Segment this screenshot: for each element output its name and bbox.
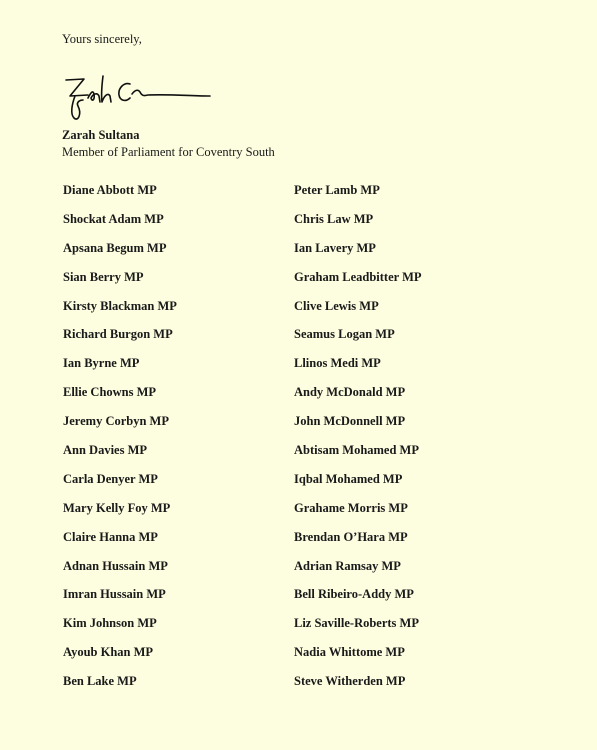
signatory-name: Adrian Ramsay MP	[294, 558, 401, 573]
signatory-name: Kirsty Blackman MP	[63, 298, 177, 313]
signatory-name: Brendan O’Hara MP	[294, 529, 408, 544]
signatories-right-column	[294, 182, 422, 702]
signatory-name: Kim Johnson MP	[63, 616, 157, 631]
closing-text: Yours sincerely,	[62, 32, 142, 46]
signatory-name: John McDonnell MP	[294, 414, 406, 429]
signatory-name: Ayoub Khan MP	[63, 645, 154, 660]
signatory-name: Bell Ribeiro-Addy MP	[294, 587, 414, 602]
signatory-name: Ann Davies MP	[63, 443, 148, 458]
signer-role: Member of Parliament for Coventry South	[62, 145, 275, 159]
signatory-name: Seamus Logan MP	[294, 327, 395, 342]
signatory-name: Apsana Begum MP	[63, 240, 167, 255]
signatory-name: Adnan Hussain MP	[63, 558, 168, 573]
signatories-left-column	[63, 182, 177, 702]
signatory-name: Nadia Whittome MP	[294, 645, 405, 660]
signatory-name: Mary Kelly Foy MP	[63, 500, 171, 515]
signer-name: Zarah Sultana	[62, 128, 140, 142]
signatory-name: Liz Saville-Roberts MP	[294, 616, 419, 631]
signatory-name: Shockat Adam MP	[63, 211, 164, 226]
signatory-name: Carla Denyer MP	[63, 471, 158, 486]
signatory-name: Diane Abbott MP	[63, 183, 157, 197]
handwritten-signature	[58, 70, 218, 128]
signatory-name: Ian Lavery MP	[294, 240, 376, 255]
signatory-name: Clive Lewis MP	[294, 298, 379, 313]
signatory-name: Ellie Chowns MP	[63, 385, 157, 400]
signatory-name: Claire Hanna MP	[63, 529, 158, 544]
signatory-name: Imran Hussain MP	[63, 587, 166, 602]
signatory-name: Jeremy Corbyn MP	[63, 414, 169, 429]
signatory-name: Steve Witherden MP	[294, 674, 406, 689]
signatory-name: Abtisam Mohamed MP	[294, 443, 419, 458]
signatory-name: Ian Byrne MP	[63, 356, 140, 371]
signatory-name: Sian Berry MP	[63, 269, 144, 284]
signatory-name: Iqbal Mohamed MP	[294, 471, 403, 486]
signatory-name: Ben Lake MP	[63, 674, 137, 689]
signatory-name: Llinos Medi MP	[294, 356, 381, 371]
signatory-name: Graham Leadbitter MP	[294, 269, 422, 284]
signatory-name: Chris Law MP	[294, 211, 374, 226]
signatory-name: Andy McDonald MP	[294, 385, 406, 400]
signatory-name: Grahame Morris MP	[294, 500, 408, 515]
signatory-name: Peter Lamb MP	[294, 183, 380, 197]
signatory-name: Richard Burgon MP	[63, 327, 173, 342]
